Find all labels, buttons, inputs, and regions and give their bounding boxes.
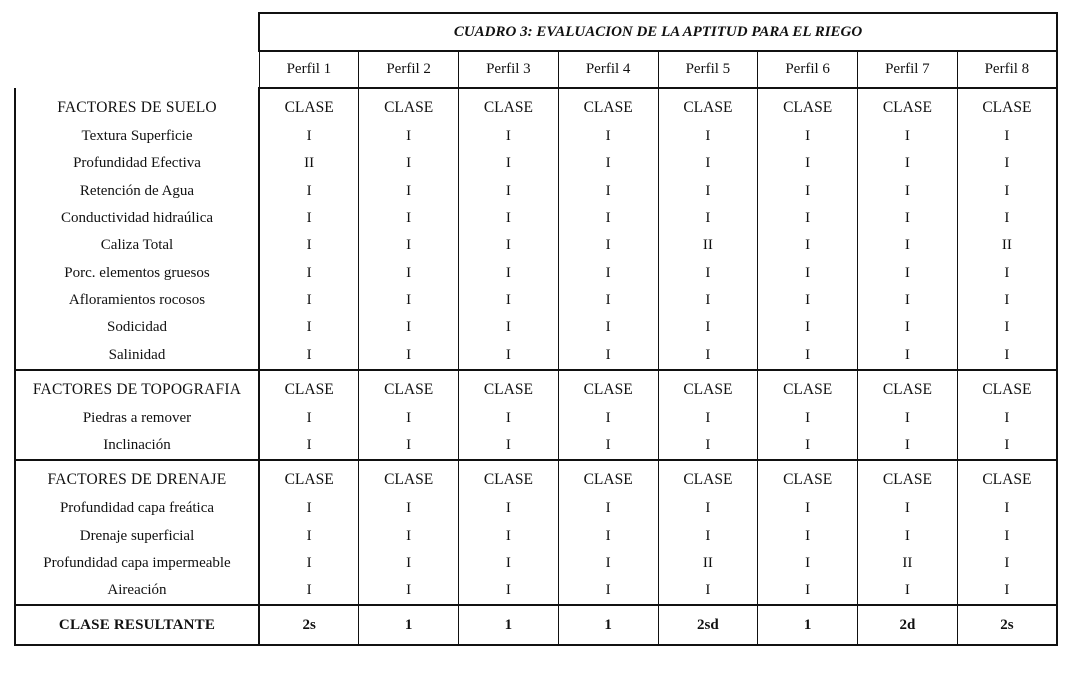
- factor-row: [15, 178, 1057, 205]
- class-value-cell: I: [957, 405, 1057, 432]
- section-header-label: FACTORES DE DRENAJE: [15, 460, 259, 495]
- class-value-cell: I: [459, 205, 559, 232]
- factor-label: Porc. elementos gruesos: [15, 259, 259, 286]
- factor-label: Conductividad hidraúlica: [15, 205, 259, 232]
- factor-label: Aireación: [15, 577, 259, 605]
- result-row: [15, 605, 1057, 645]
- class-value-cell: I: [459, 178, 559, 205]
- class-value-cell: I: [957, 150, 1057, 177]
- table-body: [15, 88, 1057, 605]
- class-value-cell: I: [858, 259, 958, 286]
- result-value: 1: [459, 605, 559, 645]
- factor-row: [15, 495, 1057, 522]
- class-value-cell: I: [558, 259, 658, 286]
- section-header-row: [15, 460, 1057, 495]
- class-value-cell: I: [858, 287, 958, 314]
- class-value-cell: I: [558, 405, 658, 432]
- class-value-cell: I: [658, 314, 758, 341]
- factor-row: [15, 150, 1057, 177]
- class-value-cell: I: [558, 314, 658, 341]
- factor-label: Profundidad capa impermeable: [15, 550, 259, 577]
- class-value-cell: I: [758, 495, 858, 522]
- class-value-cell: I: [459, 287, 559, 314]
- clase-header-cell: CLASE: [459, 88, 559, 123]
- factor-label: Drenaje superficial: [15, 523, 259, 550]
- column-header-perfil: Perfil 3: [459, 51, 559, 88]
- result-value: 1: [558, 605, 658, 645]
- class-value-cell: I: [658, 432, 758, 460]
- class-value-cell: I: [259, 314, 359, 341]
- class-value-cell: I: [259, 577, 359, 605]
- factor-row: [15, 314, 1057, 341]
- class-value-cell: I: [558, 550, 658, 577]
- class-value-cell: I: [658, 259, 758, 286]
- class-value-cell: I: [359, 259, 459, 286]
- class-value-cell: I: [259, 405, 359, 432]
- result-value: 1: [359, 605, 459, 645]
- class-value-cell: I: [359, 287, 459, 314]
- factor-row: [15, 432, 1057, 460]
- corner-blank: [15, 51, 259, 88]
- class-value-cell: I: [259, 550, 359, 577]
- clase-header-cell: CLASE: [558, 370, 658, 405]
- class-value-cell: I: [259, 123, 359, 150]
- class-value-cell: I: [359, 577, 459, 605]
- clase-header-cell: CLASE: [558, 88, 658, 123]
- clase-header-cell: CLASE: [658, 88, 758, 123]
- column-header-perfil: Perfil 1: [259, 51, 359, 88]
- class-value-cell: I: [459, 341, 559, 369]
- class-value-cell: I: [359, 523, 459, 550]
- class-value-cell: I: [858, 495, 958, 522]
- class-value-cell: I: [758, 523, 858, 550]
- factor-row: [15, 341, 1057, 369]
- result-value: 2sd: [658, 605, 758, 645]
- class-value-cell: I: [359, 550, 459, 577]
- class-value-cell: I: [658, 495, 758, 522]
- factor-row: [15, 405, 1057, 432]
- factor-label: Inclinación: [15, 432, 259, 460]
- class-value-cell: I: [858, 314, 958, 341]
- class-value-cell: I: [359, 205, 459, 232]
- clase-header-cell: CLASE: [658, 370, 758, 405]
- column-header-perfil: Perfil 4: [558, 51, 658, 88]
- class-value-cell: I: [858, 577, 958, 605]
- factor-row: [15, 523, 1057, 550]
- column-header-perfil: Perfil 5: [658, 51, 758, 88]
- class-value-cell: I: [758, 341, 858, 369]
- class-value-cell: I: [858, 123, 958, 150]
- class-value-cell: I: [359, 232, 459, 259]
- class-value-cell: I: [758, 432, 858, 460]
- class-value-cell: I: [957, 259, 1057, 286]
- class-value-cell: I: [957, 123, 1057, 150]
- class-value-cell: I: [459, 150, 559, 177]
- section-header-label: FACTORES DE SUELO: [15, 88, 259, 123]
- class-value-cell: I: [259, 178, 359, 205]
- factor-label: Afloramientos rocosos: [15, 287, 259, 314]
- class-value-cell: I: [459, 523, 559, 550]
- factor-label: Profundidad Efectiva: [15, 150, 259, 177]
- class-value-cell: I: [459, 550, 559, 577]
- class-value-cell: I: [858, 205, 958, 232]
- class-value-cell: I: [259, 205, 359, 232]
- clase-header-cell: CLASE: [658, 460, 758, 495]
- column-header-perfil: Perfil 8: [957, 51, 1057, 88]
- column-header-perfil: Perfil 2: [359, 51, 459, 88]
- class-value-cell: I: [658, 205, 758, 232]
- class-value-cell: I: [558, 205, 658, 232]
- clase-header-cell: CLASE: [558, 460, 658, 495]
- result-value: 2s: [259, 605, 359, 645]
- class-value-cell: I: [758, 178, 858, 205]
- result-value: 2s: [957, 605, 1057, 645]
- class-value-cell: I: [858, 432, 958, 460]
- class-value-cell: I: [758, 550, 858, 577]
- class-value-cell: II: [858, 550, 958, 577]
- class-value-cell: I: [758, 405, 858, 432]
- clase-header-cell: CLASE: [858, 88, 958, 123]
- class-value-cell: I: [558, 123, 658, 150]
- class-value-cell: I: [359, 123, 459, 150]
- factor-row: [15, 205, 1057, 232]
- clase-header-cell: CLASE: [359, 88, 459, 123]
- class-value-cell: I: [558, 577, 658, 605]
- class-value-cell: I: [758, 123, 858, 150]
- class-value-cell: I: [259, 495, 359, 522]
- class-value-cell: I: [658, 150, 758, 177]
- class-value-cell: I: [758, 259, 858, 286]
- result-label: CLASE RESULTANTE: [15, 605, 259, 645]
- factor-row: [15, 287, 1057, 314]
- class-value-cell: I: [558, 432, 658, 460]
- class-value-cell: I: [259, 232, 359, 259]
- corner-blank: [15, 13, 259, 51]
- class-value-cell: I: [558, 341, 658, 369]
- clase-header-cell: CLASE: [758, 370, 858, 405]
- class-value-cell: I: [957, 577, 1057, 605]
- class-value-cell: I: [558, 523, 658, 550]
- table-title: CUADRO 3: EVALUACION DE LA APTITUD PARA EL RIEGO: [259, 13, 1057, 51]
- clase-header-cell: CLASE: [957, 460, 1057, 495]
- class-value-cell: II: [259, 150, 359, 177]
- class-value-cell: II: [957, 232, 1057, 259]
- clase-header-cell: CLASE: [259, 370, 359, 405]
- result-value: 1: [758, 605, 858, 645]
- class-value-cell: II: [658, 550, 758, 577]
- clase-header-cell: CLASE: [259, 460, 359, 495]
- class-value-cell: I: [957, 287, 1057, 314]
- class-value-cell: I: [758, 287, 858, 314]
- class-value-cell: I: [658, 577, 758, 605]
- class-value-cell: I: [359, 432, 459, 460]
- class-value-cell: I: [259, 341, 359, 369]
- clase-header-cell: CLASE: [459, 370, 559, 405]
- factor-row: [15, 123, 1057, 150]
- clase-header-cell: CLASE: [359, 460, 459, 495]
- factor-label: Retención de Agua: [15, 178, 259, 205]
- class-value-cell: I: [758, 150, 858, 177]
- class-value-cell: I: [459, 314, 559, 341]
- class-value-cell: II: [658, 232, 758, 259]
- class-value-cell: I: [957, 178, 1057, 205]
- class-value-cell: I: [858, 150, 958, 177]
- class-value-cell: I: [459, 432, 559, 460]
- column-header-perfil: Perfil 7: [858, 51, 958, 88]
- class-value-cell: I: [858, 523, 958, 550]
- class-value-cell: I: [259, 432, 359, 460]
- class-value-cell: I: [658, 123, 758, 150]
- class-value-cell: I: [558, 495, 658, 522]
- class-value-cell: I: [558, 150, 658, 177]
- class-value-cell: I: [558, 287, 658, 314]
- class-value-cell: I: [858, 232, 958, 259]
- class-value-cell: I: [957, 550, 1057, 577]
- class-value-cell: I: [758, 314, 858, 341]
- class-value-cell: I: [658, 523, 758, 550]
- factor-label: Sodicidad: [15, 314, 259, 341]
- class-value-cell: I: [957, 523, 1057, 550]
- class-value-cell: I: [957, 432, 1057, 460]
- clase-header-cell: CLASE: [957, 88, 1057, 123]
- class-value-cell: I: [359, 405, 459, 432]
- section-header-label: FACTORES DE TOPOGRAFIA: [15, 370, 259, 405]
- class-value-cell: I: [957, 314, 1057, 341]
- class-value-cell: I: [359, 314, 459, 341]
- class-value-cell: I: [459, 232, 559, 259]
- class-value-cell: I: [558, 232, 658, 259]
- factor-row: [15, 259, 1057, 286]
- clase-header-cell: CLASE: [957, 370, 1057, 405]
- class-value-cell: I: [459, 123, 559, 150]
- class-value-cell: I: [459, 405, 559, 432]
- class-value-cell: I: [658, 178, 758, 205]
- section-header-row: [15, 370, 1057, 405]
- factor-row: [15, 232, 1057, 259]
- class-value-cell: I: [957, 205, 1057, 232]
- class-value-cell: I: [858, 341, 958, 369]
- clase-header-cell: CLASE: [858, 460, 958, 495]
- clase-header-cell: CLASE: [758, 88, 858, 123]
- irrigation-suitability-table: [14, 12, 1058, 646]
- class-value-cell: I: [858, 405, 958, 432]
- class-value-cell: I: [359, 495, 459, 522]
- factor-label: Profundidad capa freática: [15, 495, 259, 522]
- factor-label: Textura Superficie: [15, 123, 259, 150]
- factor-row: [15, 550, 1057, 577]
- factor-label: Salinidad: [15, 341, 259, 369]
- clase-header-cell: CLASE: [459, 460, 559, 495]
- section-header-row: [15, 88, 1057, 123]
- class-value-cell: I: [957, 341, 1057, 369]
- column-header-perfil: Perfil 6: [758, 51, 858, 88]
- class-value-cell: I: [957, 495, 1057, 522]
- class-value-cell: I: [658, 405, 758, 432]
- class-value-cell: I: [459, 495, 559, 522]
- class-value-cell: I: [359, 341, 459, 369]
- class-value-cell: I: [359, 150, 459, 177]
- class-value-cell: I: [259, 287, 359, 314]
- class-value-cell: I: [359, 178, 459, 205]
- factor-row: [15, 577, 1057, 605]
- class-value-cell: I: [459, 259, 559, 286]
- class-value-cell: I: [259, 523, 359, 550]
- class-value-cell: I: [658, 341, 758, 369]
- class-value-cell: I: [459, 577, 559, 605]
- factor-label: Piedras a remover: [15, 405, 259, 432]
- class-value-cell: I: [858, 178, 958, 205]
- class-value-cell: I: [658, 287, 758, 314]
- class-value-cell: I: [758, 577, 858, 605]
- class-value-cell: I: [259, 259, 359, 286]
- clase-header-cell: CLASE: [259, 88, 359, 123]
- result-value: 2d: [858, 605, 958, 645]
- class-value-cell: I: [558, 178, 658, 205]
- class-value-cell: I: [758, 232, 858, 259]
- class-value-cell: I: [758, 205, 858, 232]
- factor-label: Caliza Total: [15, 232, 259, 259]
- clase-header-cell: CLASE: [359, 370, 459, 405]
- clase-header-cell: CLASE: [758, 460, 858, 495]
- clase-header-cell: CLASE: [858, 370, 958, 405]
